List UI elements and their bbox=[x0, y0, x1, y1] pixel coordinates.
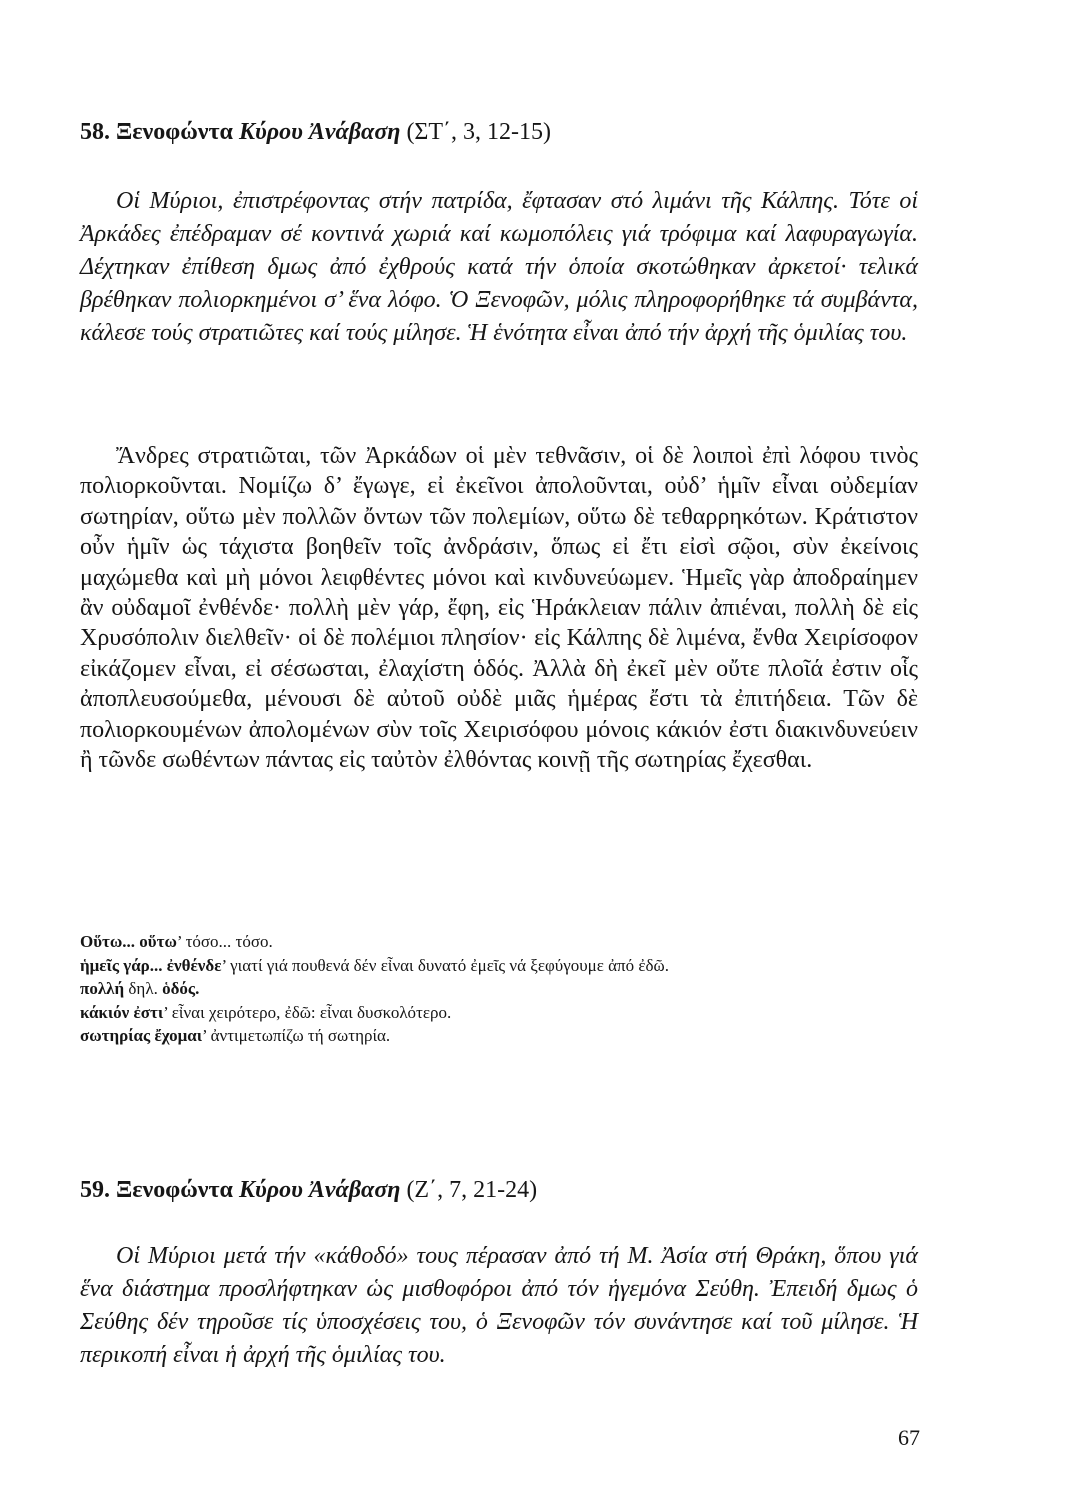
glossary-gloss: δηλ. bbox=[128, 979, 158, 998]
section-58-intro: Οἱ Μύριοι, ἐπιστρέφοντας στήν πατρίδα, ἔφτασαν στό λιμάνι τῆς Κάλπης. Τότε οἱ Ἀρκάδες ἐπέδραμαν σέ κοντινά χωριά καί κωμοπόλεις γιά τρόφιμα καί λαφυραγωγία. Δέχτηκαν ἐπίθεση δμως ἀπό ἐχθρούς κατά τήν ὁποία σκοτώθηκαν ἀρκετοί· τελικά βρέθηκαν πολιορκημένοι σ’ ἕνα λόφο. Ὁ Ξενοφῶν, μόλις πληροφορήθηκε τά συμβάντα, κάλεσε τούς στρατιῶτες καί τούς μίλησε. Ἡ ἑνότητα εἶναι ἀπό τήν ἀρχή τῆς ὁμιλίας του. bbox=[80, 188, 918, 346]
section-58-reference: (ΣΤ΄, 3, 12-15) bbox=[406, 119, 552, 145]
section-58-heading bbox=[80, 117, 551, 147]
glossary-term: πολλή bbox=[80, 979, 125, 998]
page-number: 67 bbox=[898, 1425, 920, 1450]
section-59-heading bbox=[80, 1175, 537, 1205]
glossary-term: ἡμεῖς γάρ... ἐνθένδε bbox=[80, 955, 222, 975]
glossary-term-secondary: ὁδός. bbox=[162, 979, 200, 998]
section-59-number: 59. bbox=[80, 1177, 110, 1203]
glossary-gloss: γιατί γιά πουθενά δέν εἶναι δυνατό ἐμεῖς νά ξεφύγουμε ἀπό ἐδῶ. bbox=[230, 955, 669, 975]
glossary-term: Οὕτω... οὕτω bbox=[80, 932, 177, 951]
glossary-term: σωτηρίας ἔχομαι bbox=[80, 1026, 202, 1045]
glossary-term: κάκιόν ἐστι bbox=[80, 1002, 164, 1022]
glossary-gloss: ἀντιμετωπίζω τή σωτηρία. bbox=[210, 1026, 391, 1045]
glossary-entry: Οὕτω... οὕτω’ τόσο... τόσο. bbox=[80, 932, 273, 951]
section-58-number: 58. bbox=[80, 119, 110, 145]
glossary-entry bbox=[80, 977, 920, 1001]
section-59-author: Ξενοφώντα bbox=[116, 1177, 233, 1203]
glossary-entry: ἡμεῖς γάρ... ἐνθένδε’ γιατί γιά πουθενά δέν εἶναι δυνατό ἐμεῖς νά ξεφύγουμε ἀπό ἐδῶ. bbox=[80, 955, 669, 975]
section-58-greek-text: Ἄνδρες στρατιῶται, τῶν Ἀρκάδων οἱ μὲν τεθνᾶσιν, οἱ δὲ λοιποὶ ἐπὶ λόφου τινὸς πολιορκοῦνται. Νομίζω δ’ ἔγωγε, εἰ ἐκεῖνοι ἀπολοῦνται, οὐδ’ ἡμῖν εἶναι οὐδεμίαν σωτηρίαν, οὕτω μὲν πολλῶν ὄντων τῶν πολεμίων, οὕτω δὲ τεθαρρηκότων. Κράτιστον οὖν ἡμῖν ὡς τάχιστα βοηθεῖν τοῖς ἀνδράσιν, ὅπως εἰ ἔτι εἰσὶ σῷοι, σὺν ἐκείνοις μαχώμεθα καὶ μὴ μόνοι λειφθέντες μόνοι καὶ κινδυνεύωμεν. Ἡμεῖς γὰρ ἀποδραίημεν ἂν οὐδαμοῖ ἐνθένδε· πολλὴ μὲν γάρ, ἔφη, εἰς Ἡράκλειαν πάλιν ἀπιέναι, πολλὴ δὲ εἰς Χρυσόπολιν διελθεῖν· οἱ δὲ πολέμιοι πλησίον· εἰς Κάλπης δὲ λιμένα, ἔνθα Χειρίσοφον εἰκάζομεν εἶναι, εἰ σέσωσται, ἐλαχίστη ὁδός. Ἀλλὰ δὴ ἐκεῖ μὲν οὔτε πλοῖά ἐστιν οἷς ἀποπλευσούμεθα, μένουσι δὲ αὐτοῦ οὐδὲ μιᾶς ἡμέρας ἔστι τὰ ἐπιτήδεια. Τῶν δὲ πολιορκουμένων ἀπολομένων σὺν τοῖς Χειρισόφου μόνοις κάκιόν ἐστι διακινδυνεύειν ἢ τῶνδε σωθέντων πάντας εἰς ταὐτὸν ἐλθόντας κοινῇ τῆς σωτηρίας ἔχεσθαι. bbox=[80, 443, 918, 774]
section-59-work-title: Κύρου Ἀνάβαση bbox=[238, 1177, 401, 1203]
glossary-entry: κάκιόν ἐστι’ εἶναι χειρότερο, ἐδῶ: εἶναι δυσκολότερο. bbox=[80, 1002, 452, 1022]
section-58-work-title: Κύρου Ἀνάβαση bbox=[238, 119, 401, 145]
section-58-author: Ξενοφώντα bbox=[116, 119, 233, 145]
glossary-gloss: εἶναι χειρότερο, ἐδῶ: εἶναι δυσκολότερο. bbox=[171, 1002, 452, 1022]
section-59-intro: Οἱ Μύριοι μετά τήν «κάθοδό» τους πέρασαν ἀπό τή Μ. Ἀσία στή Θράκη, ὅπου γιά ἕνα διάστημα προσλήφτηκαν ὡς μισθοφόροι ἀπό τόν ἡγεμόνα Σεύθη. Ἐπειδή δμως ὁ Σεύθης δέν τηροῦσε τίς ὑποσχέσεις του, ὁ Ξενοφῶν τόν συνάντησε καί τοῦ μίλησε. Ἡ περικοπή εἶναι ἡ ἀρχή τῆς ὁμιλίας του. bbox=[80, 1243, 918, 1368]
glossary-entry: σωτηρίας ἔχομαι’ ἀντιμετωπίζω τή σωτηρία. bbox=[80, 1026, 391, 1045]
book-page bbox=[80, 0, 920, 1500]
section-58-glossary bbox=[80, 930, 920, 1048]
glossary-gloss: τόσο... τόσο. bbox=[185, 932, 273, 951]
section-59-reference: (Ζ΄, 7, 21-24) bbox=[406, 1177, 538, 1203]
